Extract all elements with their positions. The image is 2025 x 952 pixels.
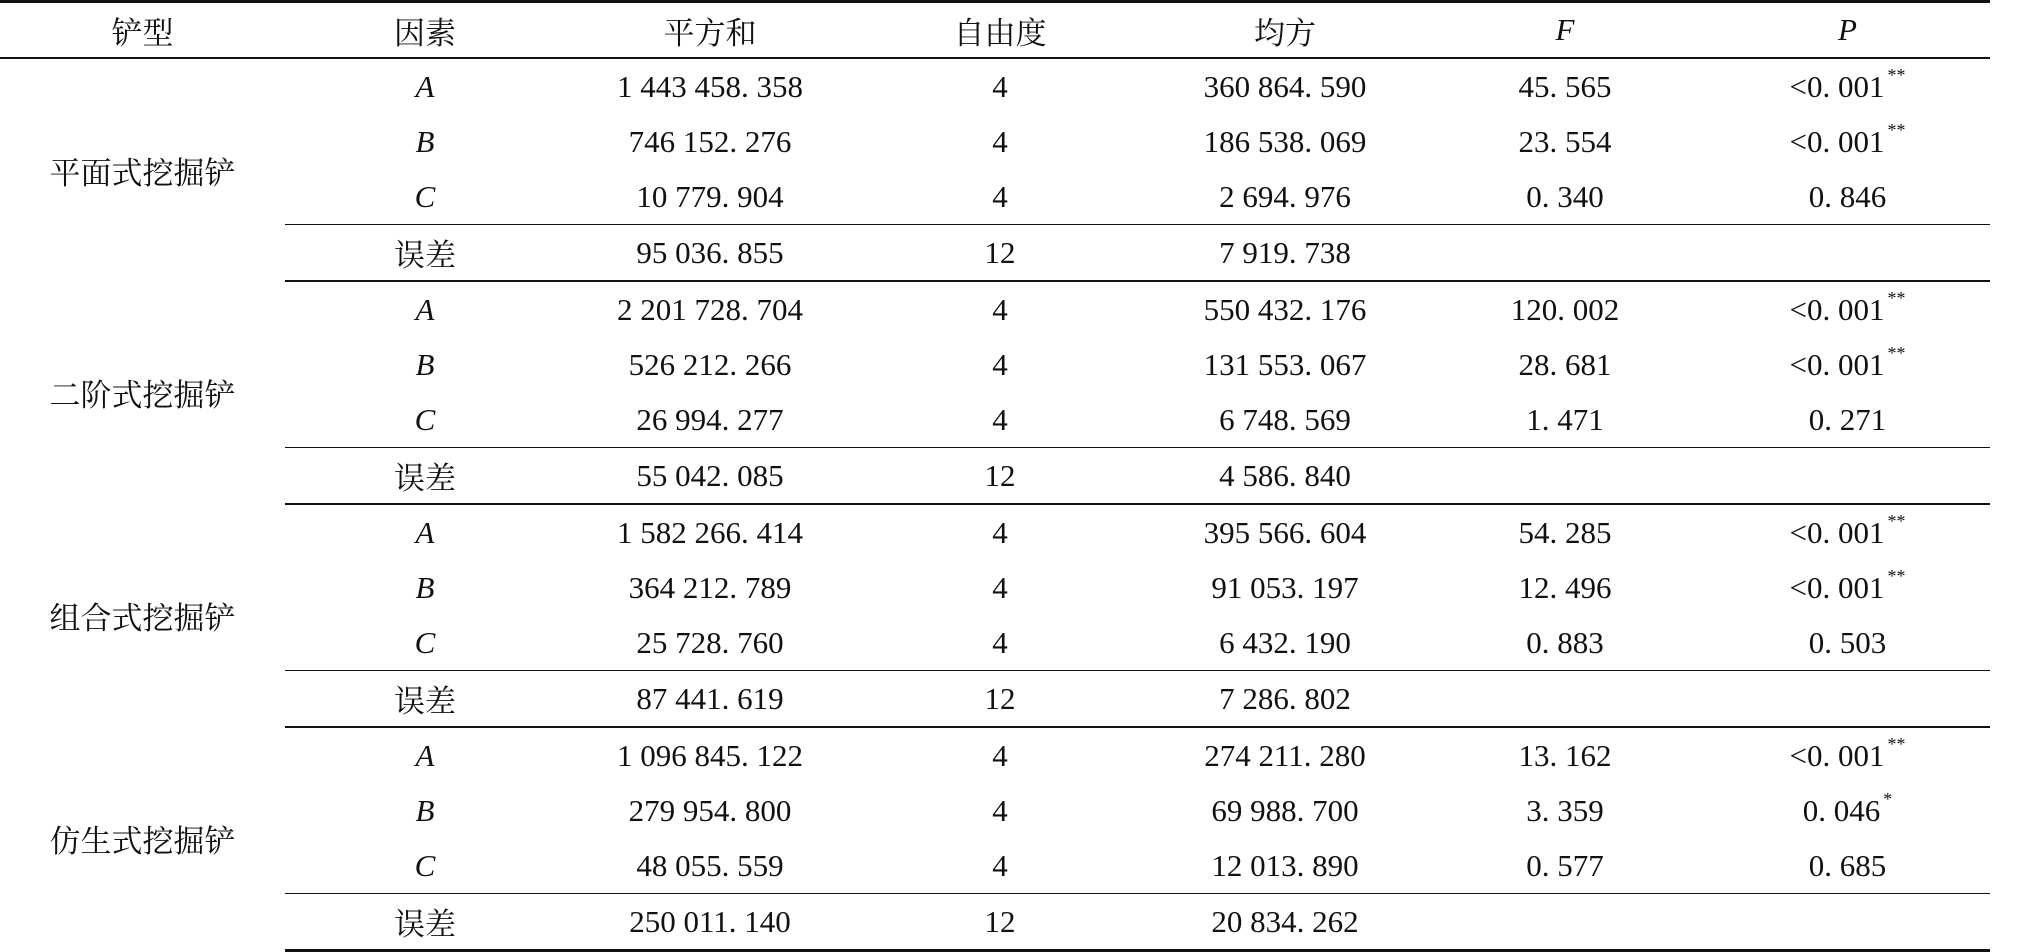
- factor-cell: C: [414, 178, 436, 214]
- factor-cell: A: [415, 68, 435, 104]
- p-value-text: <0. 001: [1789, 737, 1885, 773]
- p-value-cell: [1705, 448, 1990, 505]
- significance-marker: **: [1887, 565, 1906, 586]
- mean-square-cell: 550 432. 176: [1203, 291, 1367, 327]
- p-value-text: 0. 503: [1808, 624, 1887, 660]
- table-row: [0, 615, 1990, 671]
- f-value-cell: 23. 554: [1518, 123, 1612, 159]
- mean-square-cell: 186 538. 069: [1203, 123, 1367, 159]
- p-value-text: <0. 001: [1789, 346, 1885, 382]
- f-value-cell: 1. 471: [1526, 401, 1604, 437]
- p-value-text: <0. 001: [1789, 514, 1885, 550]
- sum-of-squares-cell: 364 212. 789: [628, 569, 792, 605]
- p-value-cell: [1705, 504, 1990, 560]
- shovel-type-cell: 组合式挖掘铲: [49, 601, 236, 636]
- p-value-cell: [1705, 281, 1990, 337]
- mean-square-cell: 4 586. 840: [1145, 448, 1425, 505]
- p-value-text: <0. 001: [1789, 291, 1885, 327]
- f-value-cell: 12. 496: [1518, 569, 1612, 605]
- mean-square-cell: 2 694. 976: [1219, 178, 1351, 214]
- error-row: [0, 225, 1990, 282]
- degrees-of-freedom-cell: 4: [992, 68, 1008, 104]
- p-value-cell: [1705, 727, 1990, 783]
- error-row: [0, 894, 1990, 951]
- degrees-of-freedom-cell: 4: [992, 346, 1008, 382]
- table-row: [0, 504, 1990, 560]
- header-row: [0, 2, 1990, 59]
- mean-square-cell: 69 988. 700: [1211, 792, 1359, 828]
- sum-of-squares-cell: 48 055. 559: [636, 847, 784, 883]
- significance-marker: **: [1887, 733, 1906, 754]
- p-value-cell: [1705, 615, 1990, 671]
- degrees-of-freedom-cell: 4: [992, 737, 1008, 773]
- factor-cell: B: [415, 346, 435, 382]
- degrees-of-freedom-cell: 4: [992, 624, 1008, 660]
- mean-square-cell: 6 748. 569: [1219, 401, 1351, 437]
- p-value-text: 0. 685: [1808, 847, 1887, 883]
- mean-square-cell: 12 013. 890: [1211, 847, 1359, 883]
- p-value-cell: [1705, 894, 1990, 951]
- mean-square-cell: 6 432. 190: [1219, 624, 1351, 660]
- p-value-text: <0. 001: [1789, 123, 1885, 159]
- mean-square-cell: 20 834. 262: [1145, 894, 1425, 951]
- table-row: [0, 169, 1990, 225]
- factor-cell: B: [415, 792, 435, 828]
- table-row: [0, 838, 1990, 894]
- p-value-cell: [1705, 838, 1990, 894]
- sum-of-squares-cell: 2 201 728. 704: [617, 291, 803, 327]
- p-value-cell: [1705, 337, 1990, 392]
- factor-cell: C: [414, 624, 436, 660]
- error-row: [0, 671, 1990, 728]
- table-row: [0, 58, 1990, 114]
- mean-square-cell: 7 919. 738: [1145, 225, 1425, 282]
- factor-cell: A: [415, 291, 435, 327]
- table-row: [0, 727, 1990, 783]
- sum-of-squares-cell: 26 994. 277: [636, 401, 784, 437]
- f-value-cell: 0. 883: [1526, 624, 1604, 660]
- factor-cell: A: [415, 514, 435, 550]
- p-value-text: 0. 846: [1808, 178, 1887, 214]
- mean-square-cell: 91 053. 197: [1211, 569, 1359, 605]
- mean-square-cell: 131 553. 067: [1203, 346, 1367, 382]
- f-value-cell: 13. 162: [1518, 737, 1612, 773]
- factor-cell: 误差: [285, 448, 565, 505]
- header-factor: 因素: [285, 2, 565, 59]
- p-value-cell: [1705, 560, 1990, 615]
- sum-of-squares-cell: 279 954. 800: [628, 792, 792, 828]
- p-value-text: <0. 001: [1789, 569, 1885, 605]
- header-degrees-of-freedom: 自由度: [855, 2, 1145, 59]
- significance-marker: *: [1883, 788, 1893, 809]
- table-row: [0, 560, 1990, 615]
- p-value-cell: [1705, 671, 1990, 728]
- sum-of-squares-cell: 1 582 266. 414: [617, 514, 803, 550]
- table-row: [0, 281, 1990, 337]
- f-value-cell: [1425, 671, 1705, 728]
- header-sum-of-squares: 平方和: [565, 2, 855, 59]
- degrees-of-freedom-cell: 4: [992, 514, 1008, 550]
- f-value-cell: [1425, 894, 1705, 951]
- factor-cell: 误差: [285, 671, 565, 728]
- p-value-cell: [1705, 392, 1990, 448]
- sum-of-squares-cell: 526 212. 266: [628, 346, 792, 382]
- f-value-cell: 120. 002: [1510, 291, 1620, 327]
- factor-cell: A: [415, 737, 435, 773]
- shovel-type-cell: 平面式挖掘铲: [49, 155, 236, 191]
- sum-of-squares-cell: 250 011. 140: [565, 894, 855, 951]
- sum-of-squares-cell: 55 042. 085: [565, 448, 855, 505]
- f-value-cell: [1425, 448, 1705, 505]
- p-value-cell: [1705, 783, 1990, 838]
- degrees-of-freedom-cell: 4: [992, 569, 1008, 605]
- f-value-cell: 45. 565: [1518, 68, 1612, 104]
- sum-of-squares-cell: 1 443 458. 358: [617, 68, 803, 104]
- significance-marker: **: [1887, 287, 1906, 308]
- significance-marker: **: [1887, 510, 1906, 531]
- factor-cell: 误差: [285, 894, 565, 951]
- sum-of-squares-cell: 95 036. 855: [565, 225, 855, 282]
- f-value-cell: 28. 681: [1518, 346, 1612, 382]
- mean-square-cell: 395 566. 604: [1203, 514, 1367, 550]
- p-value-text: 0. 271: [1808, 401, 1887, 437]
- table-row: [0, 114, 1990, 169]
- p-value-text: 0. 046: [1802, 792, 1881, 828]
- factor-cell: B: [415, 123, 435, 159]
- significance-marker: **: [1887, 64, 1906, 85]
- degrees-of-freedom-cell: 4: [992, 291, 1008, 327]
- p-value-cell: [1705, 114, 1990, 169]
- p-value-cell: [1705, 225, 1990, 282]
- f-value-cell: 0. 577: [1526, 847, 1604, 883]
- significance-marker: **: [1887, 119, 1906, 140]
- table-body: [0, 58, 1990, 951]
- factor-cell: C: [414, 847, 436, 883]
- f-value-cell: 3. 359: [1526, 792, 1604, 828]
- degrees-of-freedom-cell: 12: [855, 448, 1145, 505]
- header-p: P: [1705, 2, 1990, 59]
- table-row: [0, 392, 1990, 448]
- header-f: F: [1425, 2, 1705, 59]
- sum-of-squares-cell: 746 152. 276: [628, 123, 792, 159]
- p-value-cell: [1705, 169, 1990, 225]
- table-row: [0, 783, 1990, 838]
- degrees-of-freedom-cell: 4: [992, 178, 1008, 214]
- f-value-cell: [1425, 225, 1705, 282]
- mean-square-cell: 7 286. 802: [1145, 671, 1425, 728]
- degrees-of-freedom-cell: 4: [992, 847, 1008, 883]
- significance-marker: **: [1887, 342, 1906, 363]
- sum-of-squares-cell: 25 728. 760: [636, 624, 784, 660]
- degrees-of-freedom-cell: 4: [992, 792, 1008, 828]
- factor-cell: B: [415, 569, 435, 605]
- table-row: [0, 337, 1990, 392]
- mean-square-cell: 274 211. 280: [1204, 737, 1366, 773]
- f-value-cell: 0. 340: [1526, 178, 1604, 214]
- mean-square-cell: 360 864. 590: [1203, 68, 1367, 104]
- factor-cell: 误差: [285, 225, 565, 282]
- factor-cell: C: [414, 401, 436, 437]
- f-value-cell: 54. 285: [1518, 514, 1612, 550]
- sum-of-squares-cell: 1 096 845. 122: [617, 737, 803, 773]
- degrees-of-freedom-cell: 12: [855, 225, 1145, 282]
- degrees-of-freedom-cell: 12: [855, 894, 1145, 951]
- header-mean-square: 均方: [1145, 2, 1425, 59]
- degrees-of-freedom-cell: 12: [855, 671, 1145, 728]
- p-value-cell: [1705, 58, 1990, 114]
- shovel-type-cell: 仿生式挖掘铲: [49, 824, 236, 860]
- sum-of-squares-cell: 10 779. 904: [636, 178, 784, 214]
- degrees-of-freedom-cell: 4: [992, 401, 1008, 437]
- degrees-of-freedom-cell: 4: [992, 123, 1008, 159]
- header-shovel-type: 铲型: [0, 2, 285, 59]
- sum-of-squares-cell: 87 441. 619: [565, 671, 855, 728]
- shovel-type-cell: 二阶式挖掘铲: [49, 378, 236, 413]
- p-value-text: <0. 001: [1789, 68, 1885, 104]
- error-row: [0, 448, 1990, 505]
